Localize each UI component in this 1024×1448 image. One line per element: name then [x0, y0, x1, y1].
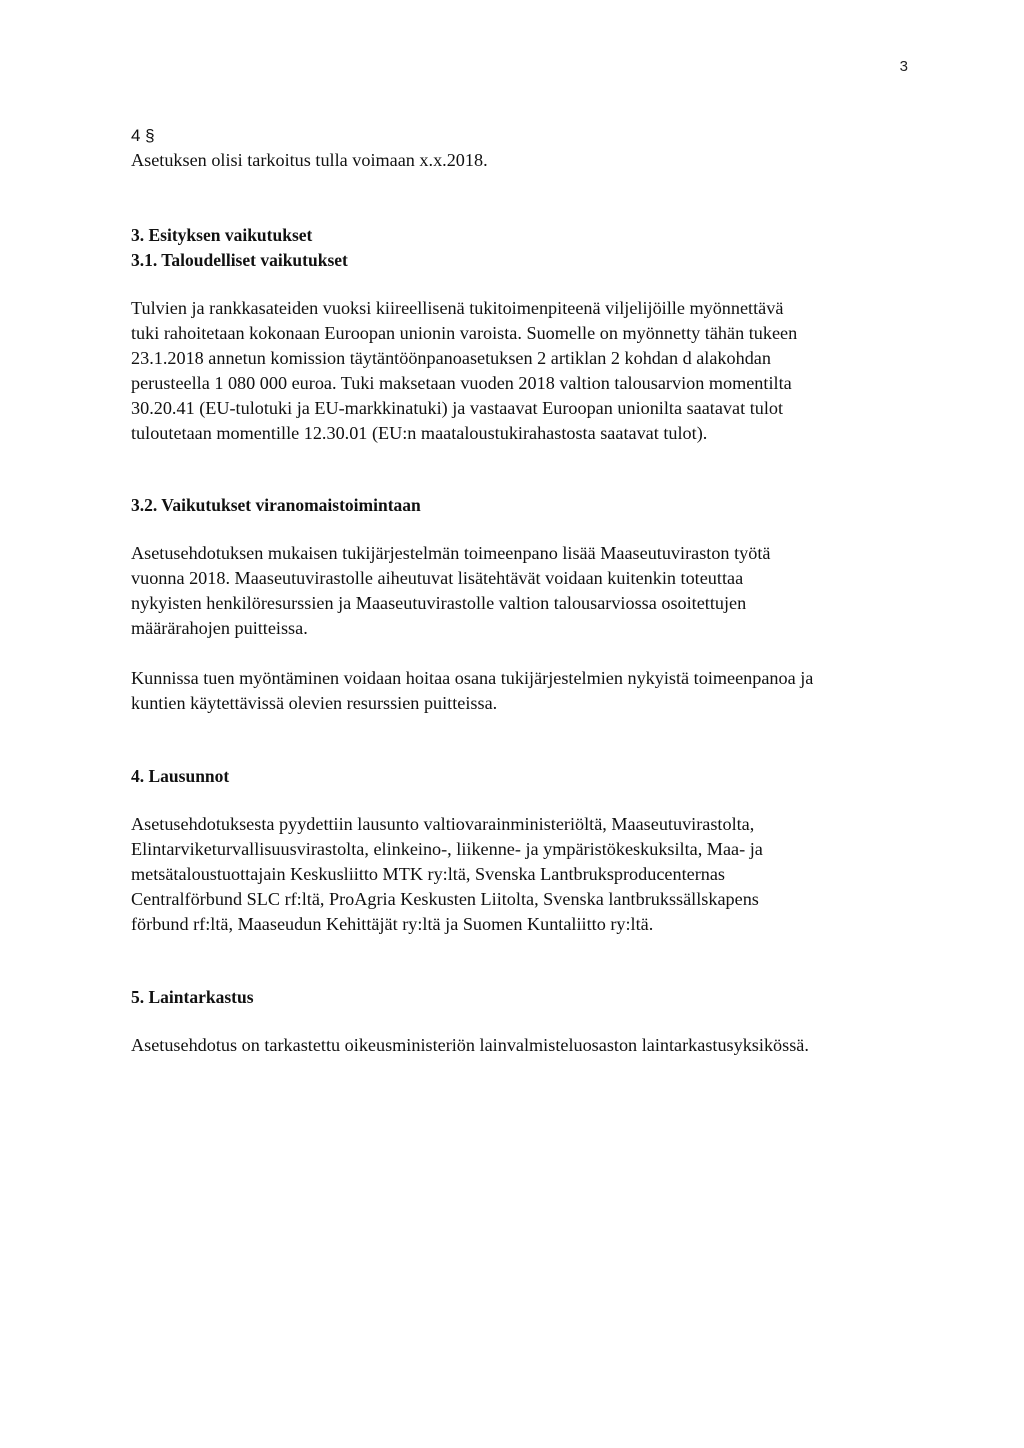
- text-line: perusteella 1 080 000 euroa. Tuki maksetaan vuoden 2018 valtion talousarvion momentilta: [131, 373, 792, 393]
- text-line: 23.1.2018 annetun komission täytäntöönpanoasetuksen 2 artiklan 2 kohdan d alakohdan: [131, 348, 771, 368]
- text-line: förbund rf:ltä, Maaseudun Kehittäjät ry:ltä ja Suomen Kuntaliitto ry:ltä.: [131, 914, 654, 934]
- text-line: tuki rahoitetaan kokonaan Euroopan unionin varoista. Suomelle on myönnetty tähän tukeen: [131, 323, 798, 343]
- text-line: Centralförbund SLC rf:ltä, ProAgria Keskusten Liitolta, Svenska lantbrukssällskapens: [131, 889, 759, 909]
- page-number: 3: [899, 58, 908, 75]
- text-line: Kunnissa tuen myöntäminen voidaan hoitaa osana tukijärjestelmien nykyistä toimeenpanoa ja: [131, 668, 814, 688]
- text-line: tuloutetaan momentille 12.30.01 (EU:n maataloustukirahastosta saatavat tulot).: [131, 423, 708, 443]
- section-mark: 4 §: [131, 126, 155, 145]
- text-line: määrärahojen puitteissa.: [131, 618, 308, 638]
- text-line: Elintarviketurvallisuusvirastolta, elinkeino-, liikenne- ja ympäristökeskuksilta, Maa- ja: [131, 839, 763, 859]
- text-line: Asetusehdotuksen mukaisen tukijärjestelmän toimeenpano lisää Maaseutuviraston työtä: [131, 543, 771, 563]
- paragraph-viranomais-2: [131, 666, 911, 716]
- text-line: nykyisten henkilöresurssien ja Maaseutuvirastolle valtion talousarviossa osoitettujen: [131, 593, 747, 613]
- heading-taloudelliset-vaikutukset: 3.1. Taloudelliset vaikutukset: [131, 250, 348, 270]
- paragraph-taloudelliset: [131, 296, 911, 446]
- heading-esityksen-vaikutukset: 3. Esityksen vaikutukset: [131, 225, 313, 245]
- paragraph-lausunnot: [131, 812, 911, 937]
- text-line: metsätaloustuottajain Keskusliitto MTK ry:ltä, Svenska Lantbruksproducenternas: [131, 864, 726, 884]
- paragraph-laintarkastus: Asetusehdotus on tarkastettu oikeusministeriön lainvalmisteluosaston laintarkastusyksikössä.: [131, 1035, 809, 1055]
- text-line: Tulvien ja rankkasateiden vuoksi kiireellisenä tukitoimenpiteenä viljelijöille myönnettävä: [131, 298, 784, 318]
- text-line: kuntien käytettävissä olevien resurssien puitteissa.: [131, 693, 498, 713]
- heading-laintarkastus: 5. Laintarkastus: [131, 987, 254, 1007]
- text-line: Asetusehdotuksesta pyydettiin lausunto valtiovarainministeriöltä, Maaseutuvirastolta,: [131, 814, 755, 834]
- heading-lausunnot: 4. Lausunnot: [131, 766, 230, 786]
- document-body: [131, 123, 911, 1058]
- section-4-paragraph: [131, 123, 911, 173]
- text-line: 30.20.41 (EU-tulotuki ja EU-markkinatuki) ja vastaavat Euroopan unionilta saatavat tulot: [131, 398, 784, 418]
- heading-vaikutukset-viranomaistoimintaan: 3.2. Vaikutukset viranomaistoimintaan: [131, 495, 421, 515]
- paragraph-viranomais-1: [131, 541, 911, 641]
- text-line: vuonna 2018. Maaseutuvirastolle aiheutuvat lisätehtävät voidaan kuitenkin toteuttaa: [131, 568, 744, 588]
- effective-date-text: Asetuksen olisi tarkoitus tulla voimaan x.x.2018.: [131, 150, 488, 170]
